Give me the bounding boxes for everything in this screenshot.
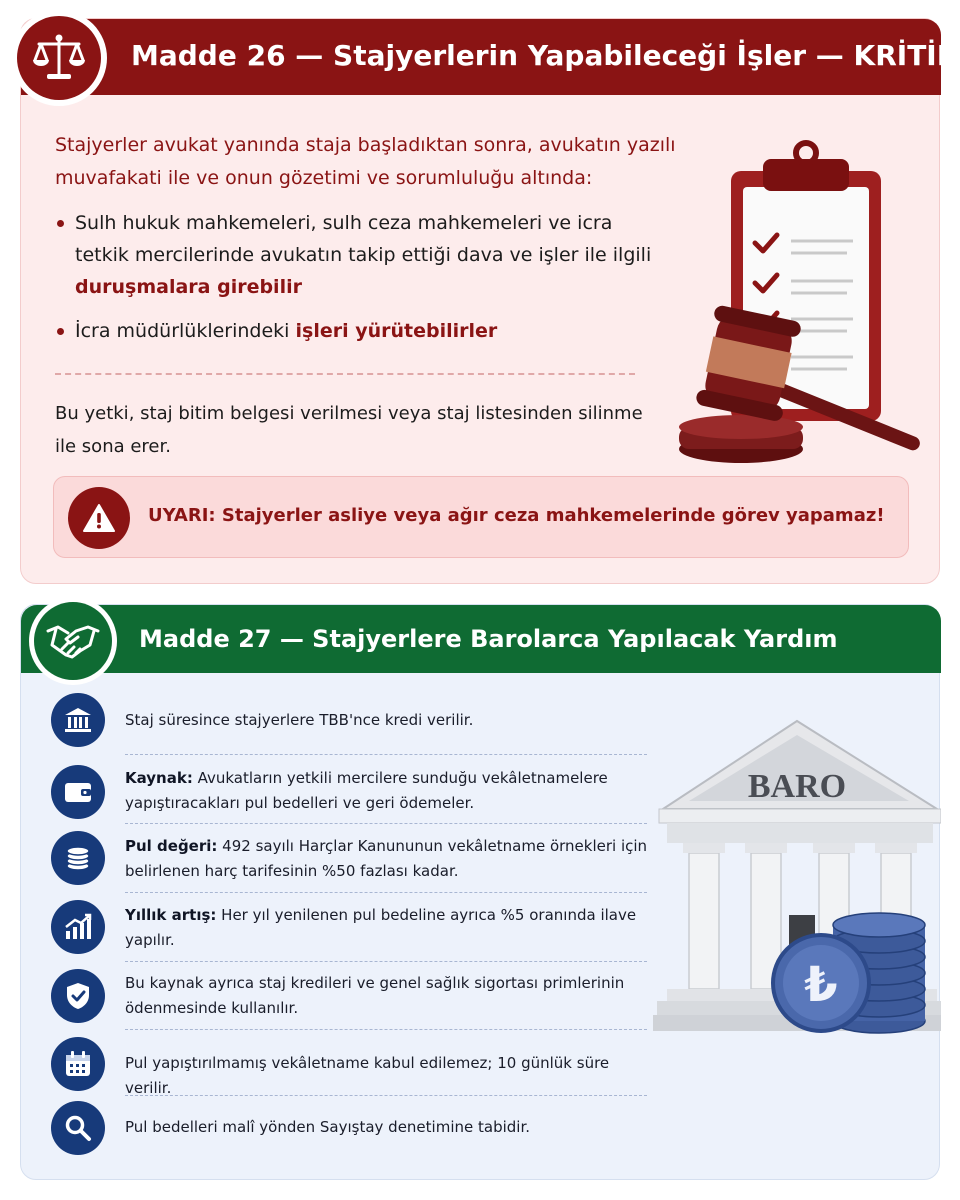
warning-text: UYARI: Stajyerler asliye veya ağır ceza mahkemelerinde görev yapamaz! [148,505,885,526]
divider [125,754,647,755]
wallet-icon [51,765,105,819]
divider [125,892,647,893]
bullet-emphasis: işleri yürütebilirler [295,320,498,342]
divider [125,823,647,824]
madde-27-header [21,605,941,673]
madde-26-header [21,19,959,95]
handshake-icon [46,621,100,661]
madde-27-title: Madde 27 — Stajyerlere Barolarca Yapılacak Yardım [139,625,838,653]
madde-26-card [20,18,959,584]
bullet-text: İcra müdürlüklerindeki [75,320,296,342]
search-icon [51,1101,105,1155]
madde-26-closing: Bu yetki, staj bitim belgesi verilmesi veya staj listesinden silinme ile sona erer. [55,403,643,457]
lira-symbol: ₺ [804,957,838,1013]
list-item: Yıllık artış: Her yıl yenilenen pul bedeline ayrıca %5 oranında ilave yapılır. [125,906,637,949]
list-item: Bu kaynak ayrıca staj kredileri ve genel sağlık sigortası primlerinin ödenmesinde kullanılır. [125,974,625,1017]
bullet-emphasis: duruşmalara girebilir [75,276,302,298]
bullet-text: Sulh hukuk mahkemeleri, sulh ceza mahkemeleri ve icra tetkik mercilerinde avukatın takip ettiği dava ve işler ile ilgili [75,212,652,266]
madde-26-title: Madde 26 — Stajyerlerin Yapabileceği İşler — KRİTİK [131,39,959,72]
madde-26-intro: Stajyerler avukat yanında staja başladıktan sonra, avukatın yazılı muvafakati ile ve onun gözetimi ve sorumluluğu altında: [55,134,676,189]
clipboard-gavel-illustration [651,131,931,471]
handshake-badge [29,597,117,685]
divider [125,961,647,962]
madde-27-card [20,604,940,1180]
warning-icon [68,487,130,549]
divider [125,1095,647,1096]
scales-badge [11,10,107,106]
list-item: Kaynak: Avukatların yetkili mercilere sunduğu vekâletnamelere yapıştıracakları pul bedelleri ve geri ödemeler. [125,769,608,812]
madde-26-bullets [55,207,655,347]
list-item: Pul değeri: 492 sayılı Harçlar Kanununun vekâletname örnekleri için belirlenen harç tarifesinin %50 fazlası kadar. [125,837,648,880]
bank-building-illustration [653,715,941,1055]
shield-check-icon [51,969,105,1023]
bank-icon [51,693,105,747]
divider [125,1029,647,1030]
bank-sign: BARO [747,768,847,805]
list-item [55,207,655,303]
growth-chart-icon [51,900,105,954]
scales-of-justice-icon [31,32,87,84]
list-item: Pul yapıştırılmamış vekâletname kabul edilemez; 10 günlük süre verilir. [125,1054,610,1097]
warning-box [53,476,909,558]
list-item [55,315,655,347]
divider [55,373,635,375]
coins-icon [51,831,105,885]
list-item: Pul bedelleri malî yönden Sayıştay denetimine tabidir. [125,1118,530,1136]
list-item: Staj süresince stajyerlere TBB'nce kredi verilir. [125,711,474,729]
calendar-icon [51,1037,105,1091]
